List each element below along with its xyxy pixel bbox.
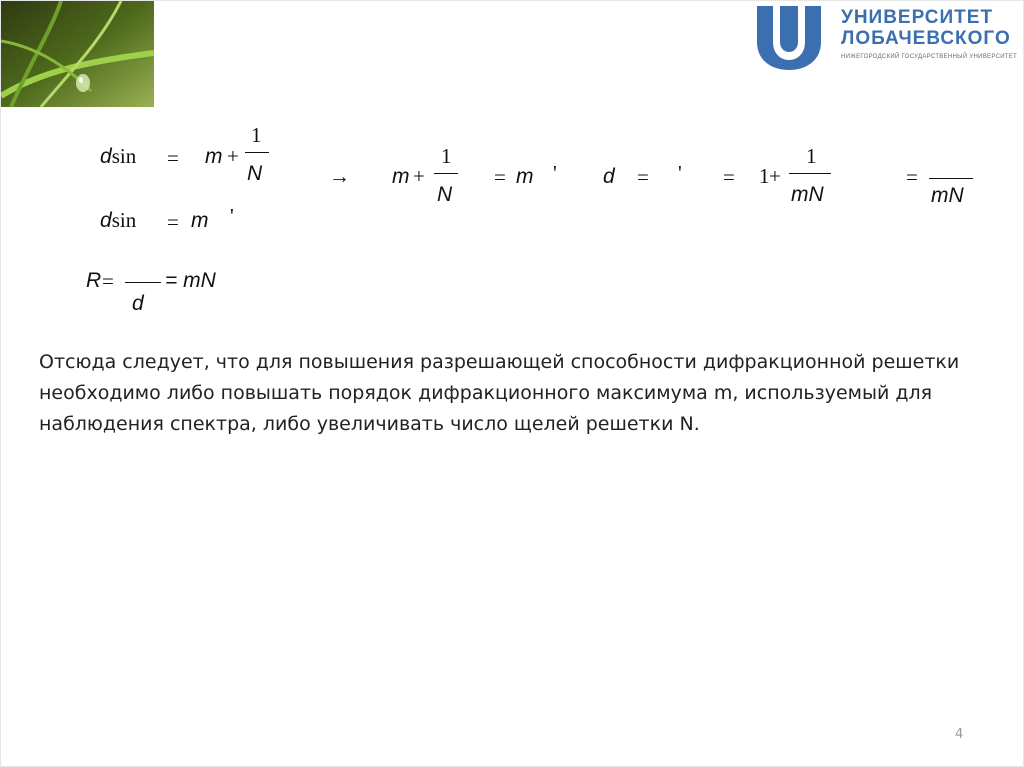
- grass-photo-image: [1, 1, 154, 107]
- formula-mN: mN: [931, 184, 964, 207]
- formula-prime: ': [553, 161, 557, 185]
- formula-d: d: [132, 292, 144, 315]
- explanation-text: [39, 347, 999, 440]
- formula-one: 1: [251, 123, 262, 147]
- formula-d: d: [603, 165, 615, 188]
- formula-N: N: [247, 162, 263, 185]
- fraction-bar: [245, 152, 269, 153]
- formula-mN: mN: [791, 183, 824, 206]
- fraction-bar: [434, 173, 458, 174]
- formula-m: m: [205, 145, 223, 168]
- formula-equals-mN: = mN: [165, 269, 216, 292]
- logo-line1: УНИВЕРСИТЕТ: [841, 7, 994, 28]
- logo-line2: ЛОБАЧЕВСКОГО: [841, 28, 1011, 49]
- formula-eq: =: [637, 165, 649, 189]
- university-emblem-icon: [753, 4, 825, 70]
- formula-dsin: [100, 146, 136, 167]
- formula-d: d: [100, 209, 112, 232]
- formula-eq: =: [723, 165, 735, 189]
- formula-N: N: [437, 183, 453, 206]
- formula-plus: +: [413, 164, 425, 188]
- formula-sin: sin: [111, 144, 137, 168]
- formula-m: m: [516, 165, 534, 188]
- university-logo: [753, 4, 1023, 74]
- formula-one: 1: [759, 164, 770, 188]
- formula-eq: =: [494, 165, 506, 189]
- fraction-bar: [789, 173, 831, 174]
- formula-d: d: [100, 145, 112, 168]
- formula-eq: =: [167, 210, 179, 234]
- formula-one: 1: [441, 144, 452, 168]
- page-number: 4: [955, 727, 964, 742]
- formula-eq: =: [102, 269, 114, 293]
- formula-dsin: [100, 210, 136, 231]
- formula-prime: ': [230, 204, 234, 228]
- formula-one: 1: [806, 144, 817, 168]
- implies-arrow: →: [329, 164, 350, 188]
- formula-eq: =: [167, 146, 179, 170]
- formula-m: m: [392, 165, 410, 188]
- formula-R: R: [86, 269, 102, 292]
- formula-plus: +: [227, 144, 239, 168]
- formula-eq: =: [906, 165, 918, 189]
- logo-subtitle: НИЖЕГОРОДСКИЙ ГОСУДАРСТВЕННЫЙ УНИВЕРСИТЕТ: [841, 54, 1018, 60]
- fraction-bar: [929, 178, 973, 179]
- grass-photo: [1, 1, 154, 107]
- formula-m: m: [191, 209, 209, 232]
- formula-sin: sin: [111, 208, 137, 232]
- formula-plus: +: [769, 164, 781, 188]
- fraction-bar: [125, 282, 161, 283]
- formula-prime: ': [678, 161, 682, 185]
- explanation-paragraph: Отсюда следует, что для повышения разрешающей способности дифракционной решетки необходимо либо повышать порядок дифракционного максимума m, используемый для наблюдения спектра, либо увеличивать число щелей решетки N.: [39, 351, 960, 435]
